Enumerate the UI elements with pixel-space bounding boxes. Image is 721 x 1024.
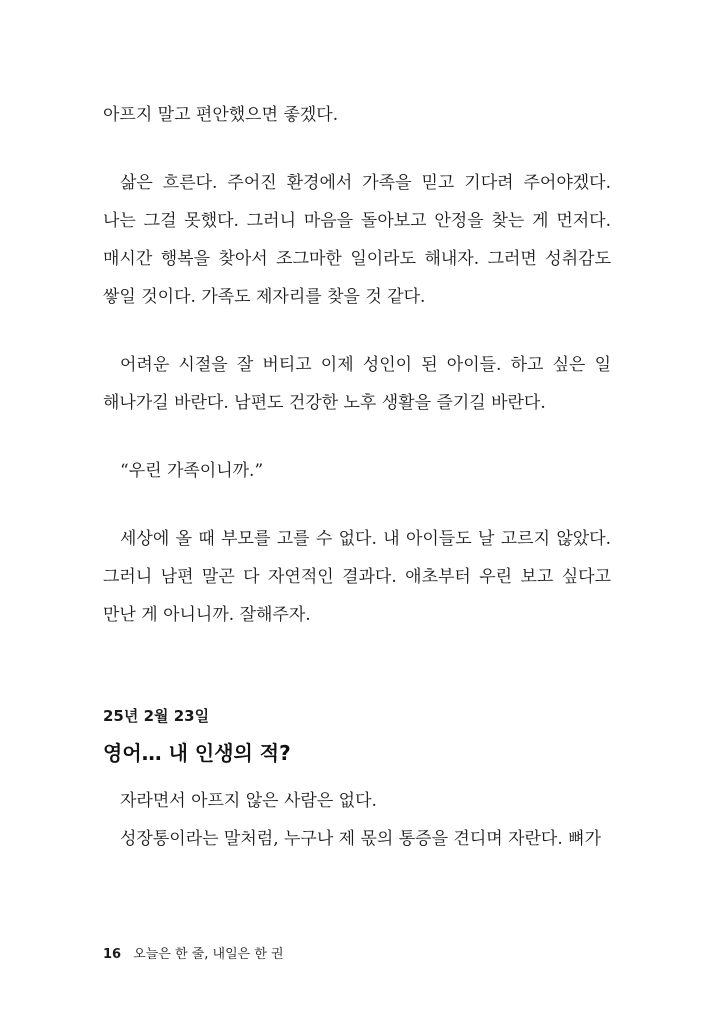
entry-line-2: 성장통이라는 말처럼, 누구나 제 몫의 통증을 견디며 자란다. 뼈가: [120, 829, 602, 849]
paragraph-4: 세상에 올 때 부모를 고를 수 없다. 내 아이들도 날 고르지 않았다. 그러니 남편 말곤 다 자연적인 결과다. 애초부터 우린 보고 싶다고 만난 게 아니니까. 잘해주자.: [103, 529, 611, 625]
book-title: 오늘은 한 줄, 내일은 한 권: [133, 947, 284, 962]
paragraph-3: 어려운 시절을 잘 버티고 이제 성인이 된 아이들. 하고 싶은 일 해나가길 바란다. 남편도 건강한 노후 생활을 즐기길 바란다.: [103, 355, 611, 413]
page-body: [103, 96, 611, 858]
paragraph-1: 아프지 말고 편안했으면 좋겠다.: [103, 105, 339, 125]
entry-date: 25년 2월 23일: [103, 707, 210, 725]
page-number: 16: [103, 947, 122, 962]
entry-title: 영어… 내 인생의 적?: [103, 741, 291, 765]
quote-line: “우린 가족이니까.”: [120, 461, 264, 481]
page-footer: [103, 945, 284, 965]
paragraph-2: 삶은 흐른다. 주어진 환경에서 가족을 믿고 기다려 주어야겠다. 나는 그걸 못했다. 그러니 마음을 돌아보고 안정을 찾는 게 먼저다. 매시간 행복을 찾아서 조그마한 일이라도 해내자. 그러면 성취감도 쌓일 것이다. 가족도 제자리를 찾을 것 같다.: [103, 173, 611, 307]
entry-line-1: 자라면서 아프지 않은 사람은 없다.: [120, 791, 377, 811]
